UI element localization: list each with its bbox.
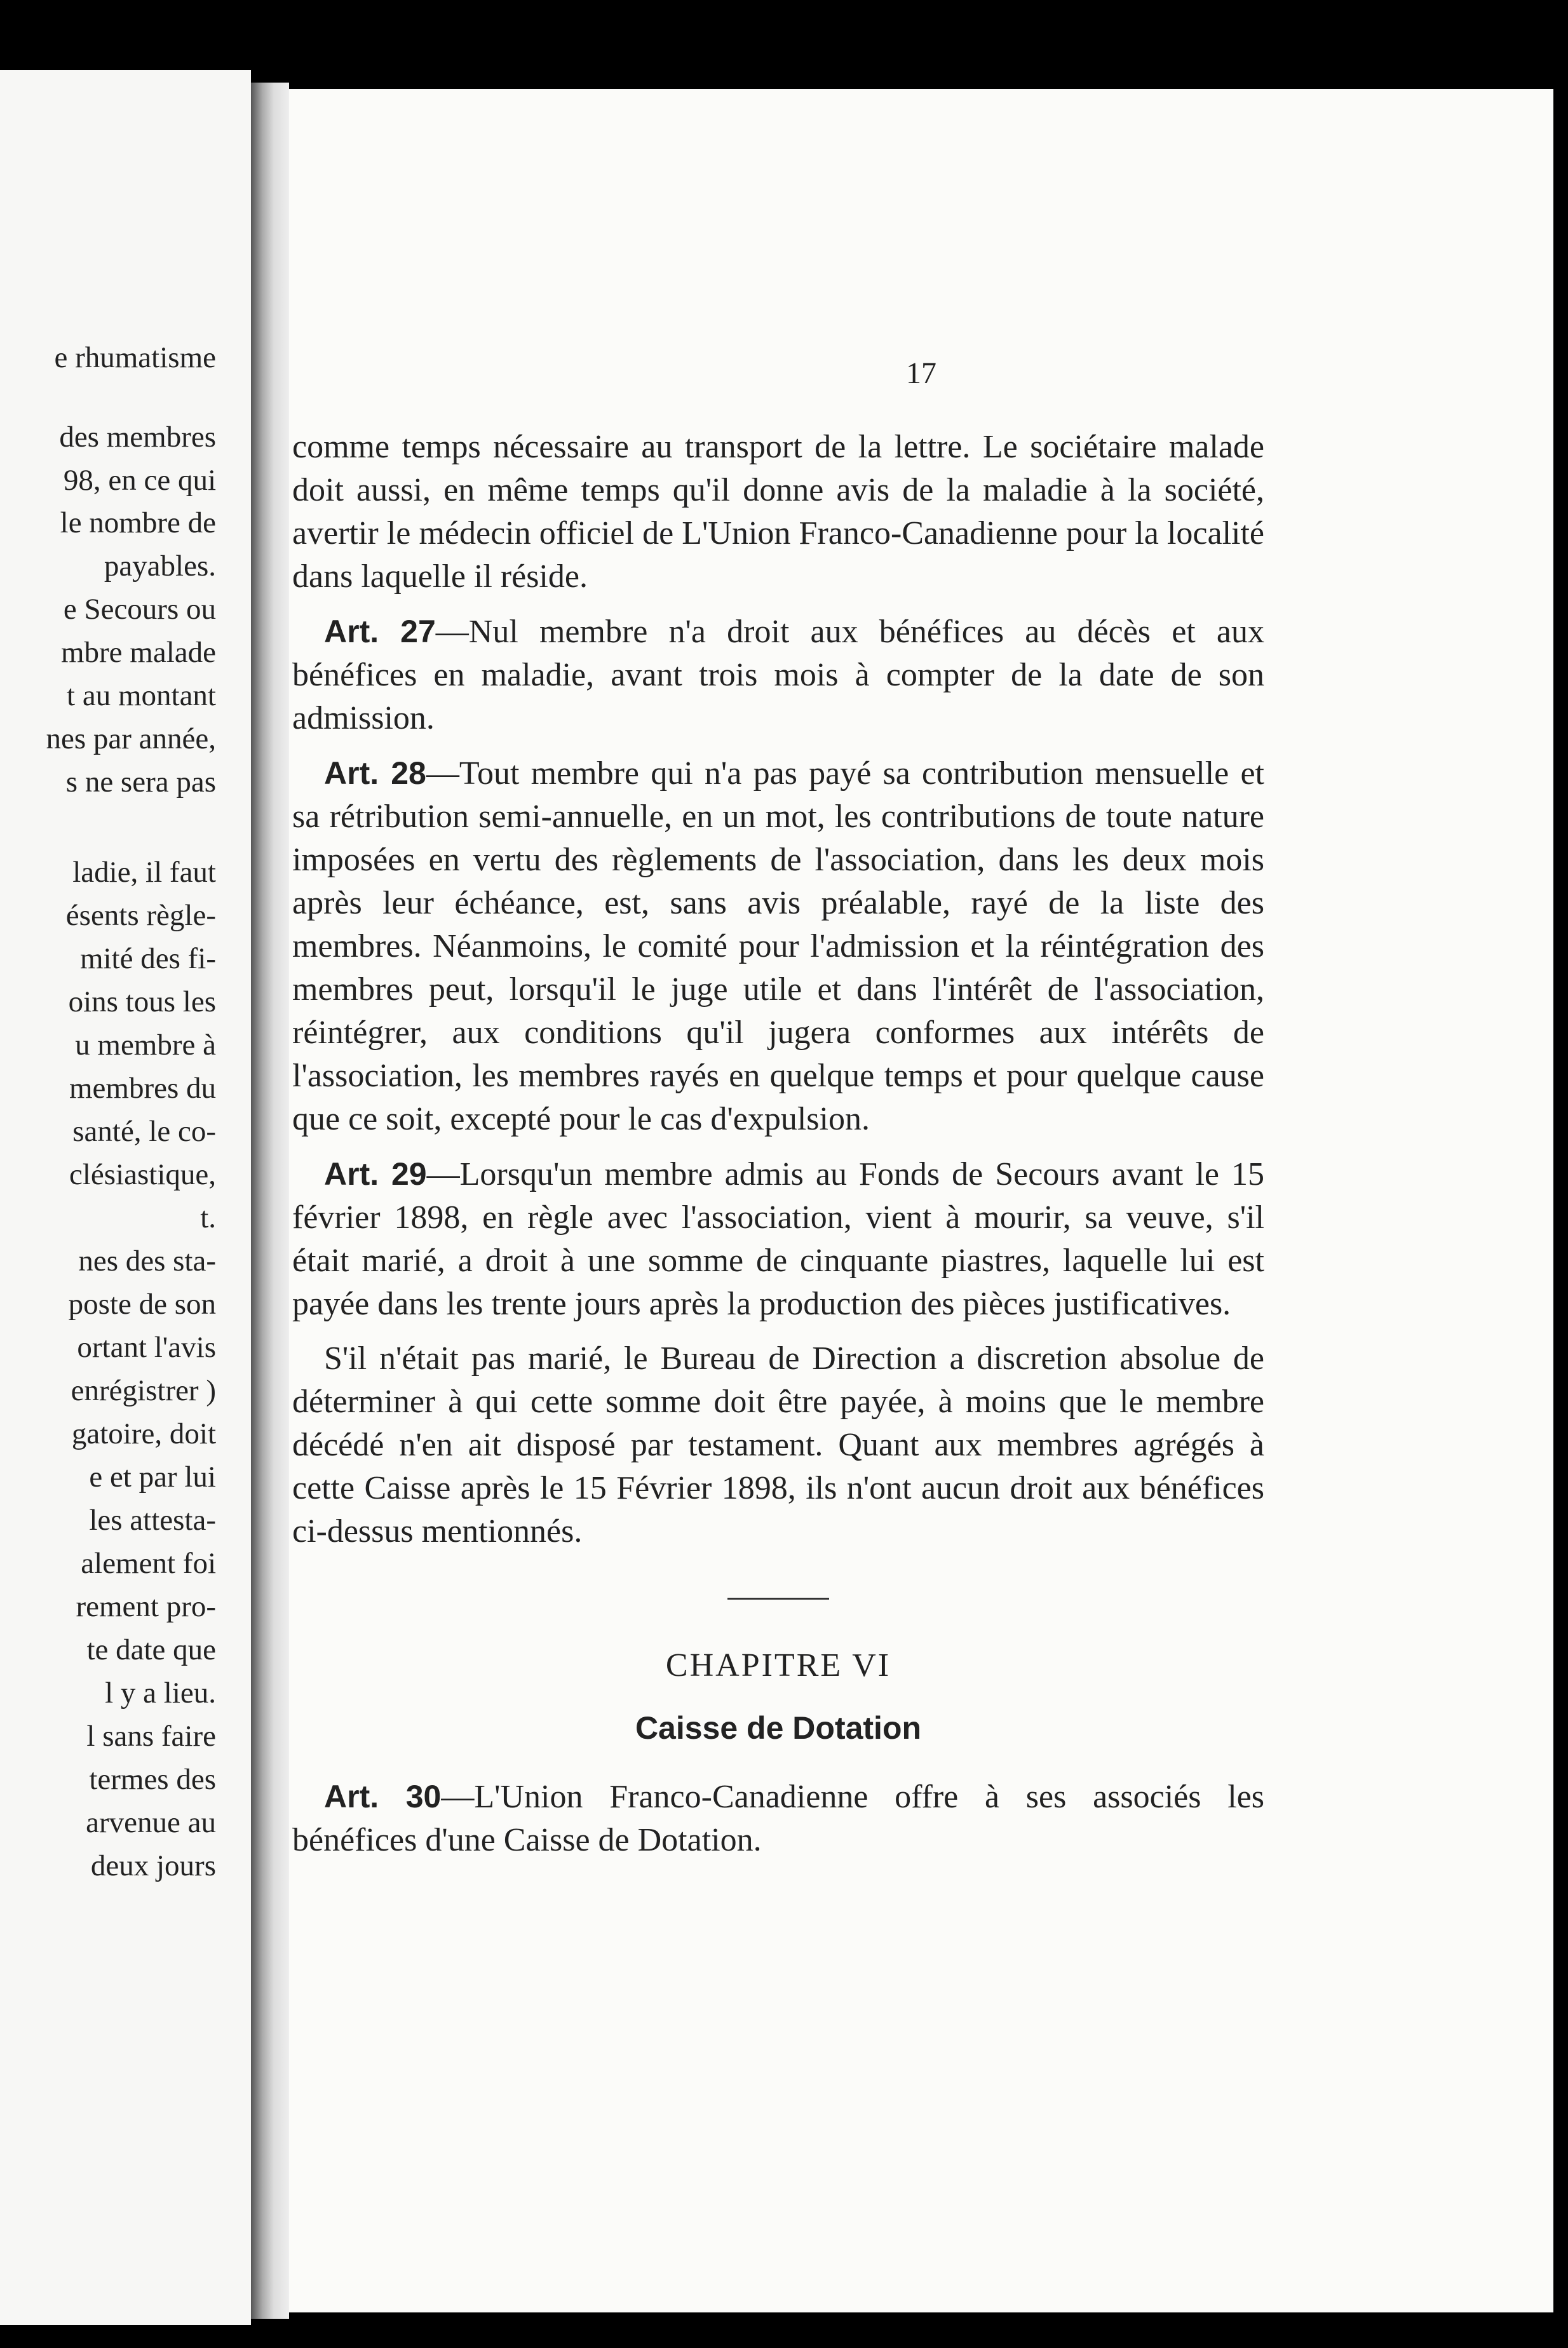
left-page-text-fragment: t au montant [67,679,216,712]
right-page [289,89,1553,2312]
article-label: Art. 28 [324,755,426,791]
left-page-text-fragment: e Secours ou [63,593,216,626]
article-text: —Lorsqu'un membre admis au Fonds de Secours avant le 15 février 1898, en règle avec l'association, vient à mourir, sa veuve, s'il était marié, a droit à une somme de cinquante piastres, laquelle lui est payée dans les trente jours après la production des pièces justificatives. [292,1156,1264,1322]
article-label: Art. 29 [324,1156,427,1192]
left-page-text-fragment: rement pro- [76,1590,216,1623]
left-page-text-fragment: payables. [104,550,216,583]
left-page-fragment [0,70,251,2325]
left-page-text-fragment: des membres [59,421,216,454]
left-page-text-fragment: te date que [86,1633,216,1666]
left-page-text-fragment: u membre à [75,1029,216,1062]
left-page-text-fragment: mbre malade [60,636,216,669]
left-page-text-fragment: termes des [89,1763,216,1796]
left-page-text-fragment: t. [200,1201,216,1234]
left-page-text-fragment: e et par lui [89,1461,216,1494]
section-divider [727,1598,829,1600]
left-page-text-fragment: gatoire, doit [71,1417,216,1450]
left-page-text-fragment: ladie, il faut [72,856,216,889]
article-29-paragraph-2: S'il n'était pas marié, le Bureau de Direction a discretion absolue de déterminer à qui cette somme doit être payée, à moins que le membre décédé n'en ait disposé par testament. Quant aux membres agrégés à cette Caisse après le 15 Février 1898, ils n'ont aucun droit aux bénéfices ci-dessus mentionnés. [292,1340,1264,1549]
left-page-text-fragment: e rhumatisme [54,341,216,374]
article-30 [292,1775,1264,1862]
left-page-text-fragment: le nombre de [60,506,216,539]
article-text: —Tout membre qui n'a pas payé sa contribution mensuelle et sa rétribution semi-annuelle, en un mot, les contributions de toute nature imposées en vertu des règlements de l'association, dans les deux mois après leur échéance, est, sans avis préalable, rayé de la liste des membres. Néanmoins, le comité pour l'admission et la réintégration des membres peut, lorsqu'il le juge utile et dans l'intérêt de l'association, réintégrer, aux conditions qu'il jugera conformes aux intérêts de l'association, les membres rayés en quelque temps et pour quelque cause que ce soit, excepté pour le cas d'expulsion. [292,755,1264,1137]
left-page-text-fragment: l sans faire [86,1720,216,1753]
left-page-text-fragment: enrégistrer ) [71,1374,216,1407]
left-page-text-fragment: mité des fi- [79,942,216,975]
left-page-text-fragment: arvenue au [86,1806,216,1839]
article-label: Art. 27 [324,614,436,649]
article-text: —L'Union Franco-Canadienne offre à ses associés les bénéfices d'une Caisse de Dotation. [292,1779,1264,1858]
left-page-text-fragment: membres du [69,1072,216,1105]
article-label: Art. 30 [324,1779,442,1814]
left-page-text-fragment: s ne sera pas [65,766,216,799]
article-28 [292,752,1264,1141]
left-page-text-fragment: 98, en ce qui [63,464,216,497]
left-page-text-fragment: ortant l'avis [77,1331,216,1364]
continuation-paragraph: comme temps nécessaire au transport de la lettre. Le sociétaire malade doit aussi, en même temps qu'il donne avis de la maladie à la société, avertir le médecin officiel de L'Union Franco-Canadienne pour la localité dans laquelle il réside. [292,429,1264,595]
left-page-text-fragment: deux jours [90,1849,216,1882]
left-page-text-fragment: oins tous les [68,985,216,1018]
left-page-text-fragment: alement foi [81,1547,216,1580]
left-page-text-fragment: santé, le co- [72,1115,216,1148]
left-page-text-fragment: nes par année, [46,722,216,755]
left-page-text-fragment: l y a lieu. [105,1677,216,1710]
article-text: —Nul membre n'a droit aux bénéfices au décès et aux bénéfices en maladie, avant trois mois à compter de la date de son admission. [292,614,1264,736]
book-binding [251,83,289,2319]
left-page-text-fragment: les attesta- [89,1504,216,1537]
chapter-title: Caisse de Dotation [635,1710,922,1746]
left-page-text-fragment: ésents règle- [65,899,216,932]
page-number: 17 [906,356,936,390]
article-29 [292,1152,1264,1326]
left-page-text-fragment: nes des sta- [78,1245,216,1278]
article-27 [292,610,1264,740]
page-body [292,426,1264,1873]
left-page-text-fragment: clésiastique, [69,1158,216,1191]
left-page-text-fragment: poste de son [68,1288,216,1321]
chapter-heading: CHAPITRE VI [665,1647,891,1683]
